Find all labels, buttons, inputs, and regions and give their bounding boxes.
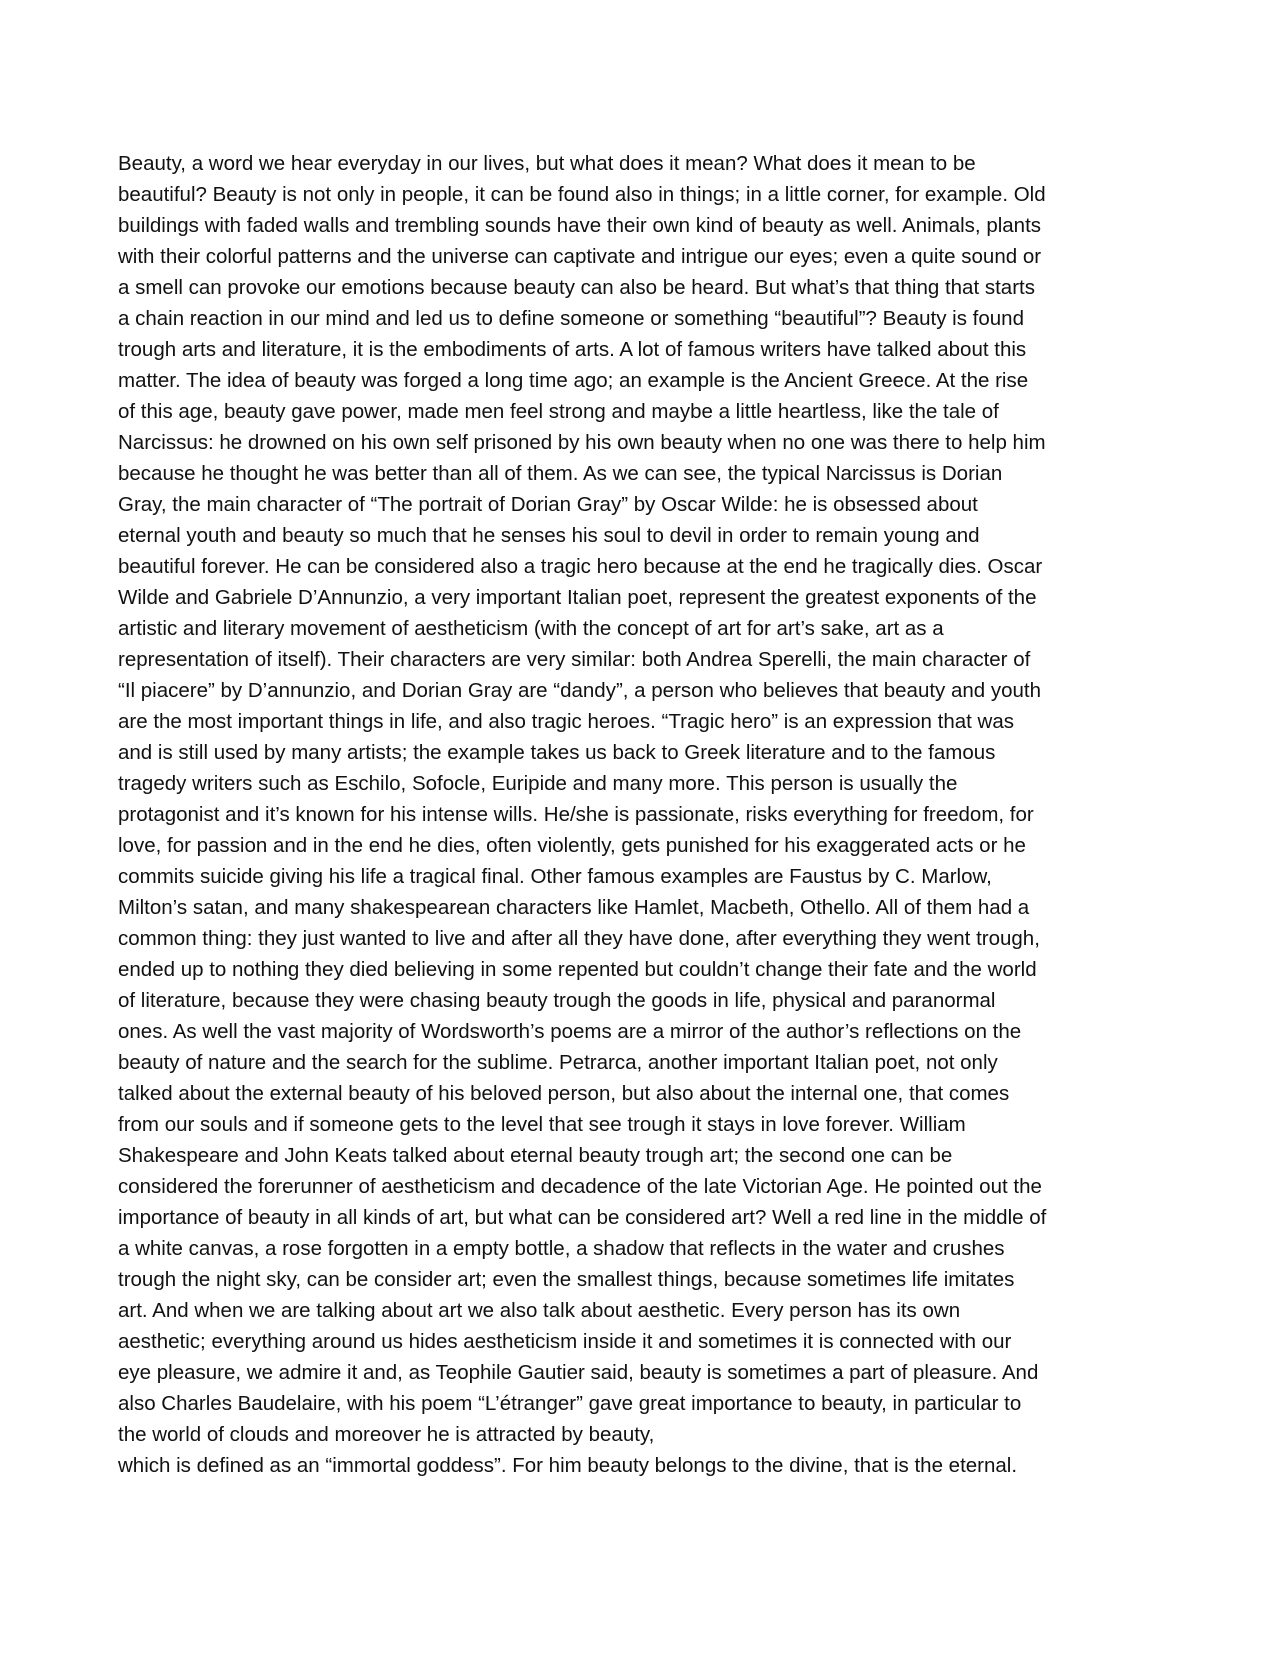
- text-line: commits suicide giving his life a tragical final. Other famous examples are Faustus by C. Marlow,: [118, 865, 992, 888]
- text-line: love, for passion and in the end he dies, often violently, gets punished for his exaggerated acts or he: [118, 834, 1026, 857]
- text-line: eternal youth and beauty so much that he senses his soul to devil in order to remain young and: [118, 524, 980, 547]
- text-line: because he thought he was better than all of them. As we can see, the typical Narcissus is Dorian: [118, 462, 1003, 485]
- text-line: Shakespeare and John Keats talked about eternal beauty trough art; the second one can be: [118, 1144, 953, 1167]
- text-line: of this age, beauty gave power, made men feel strong and maybe a little heartless, like the tale of: [118, 400, 999, 423]
- text-line: artistic and literary movement of aestheticism (with the concept of art for art’s sake, art as a: [118, 617, 944, 640]
- text-line: with their colorful patterns and the universe can captivate and intrigue our eyes; even a quite sound or: [118, 245, 1042, 268]
- text-line: eye pleasure, we admire it and, as Teophile Gautier said, beauty is sometimes a part of pleasure. And: [118, 1361, 1039, 1384]
- text-line: also Charles Baudelaire, with his poem “L’étranger” gave great importance to beauty, in particular to: [118, 1392, 1022, 1415]
- text-line: which is defined as an “immortal goddess”. For him beauty belongs to the divine, that is the eternal.: [118, 1454, 1018, 1477]
- text-line: buildings with faded walls and trembling sounds have their own kind of beauty as well. Animals, plants: [118, 214, 1042, 237]
- text-line: beautiful? Beauty is not only in people, it can be found also in things; in a little corner, for example. Old: [118, 183, 1046, 206]
- text-line: a smell can provoke our emotions because beauty can also be heard. But what’s that thing that starts: [118, 276, 1035, 299]
- text-line: of literature, because they were chasing beauty trough the goods in life, physical and paranormal: [118, 989, 996, 1012]
- text-line: the world of clouds and moreover he is attracted by beauty,: [118, 1423, 655, 1446]
- text-line: matter. The idea of beauty was forged a long time ago; an example is the Ancient Greece. At the rise: [118, 369, 1029, 392]
- text-line: importance of beauty in all kinds of art, but what can be considered art? Well a red line in the middle of: [118, 1206, 1047, 1229]
- text-line: Milton’s satan, and many shakespearean characters like Hamlet, Macbeth, Othello. All of them had a: [118, 896, 1030, 919]
- text-line: Gray, the main character of “The portrait of Dorian Gray” by Oscar Wilde: he is obsessed about: [118, 493, 978, 516]
- text-line: considered the forerunner of aestheticism and decadence of the late Victorian Age. He pointed out the: [118, 1175, 1042, 1198]
- text-line: Wilde and Gabriele D’Annunzio, a very important Italian poet, represent the greatest exponents of the: [118, 586, 1037, 609]
- text-line: Beauty, a word we hear everyday in our lives, but what does it mean? What does it mean to be: [118, 152, 976, 175]
- text-line: representation of itself). Their characters are very similar: both Andrea Sperelli, the main character of: [118, 648, 1031, 671]
- text-line: are the most important things in life, and also tragic heroes. “Tragic hero” is an expression that was: [118, 710, 1014, 733]
- text-line: a chain reaction in our mind and led us to define someone or something “beautiful”? Beauty is found: [118, 307, 1024, 330]
- text-line: ones. As well the vast majority of Wordsworth’s poems are a mirror of the author’s reflections on the: [118, 1020, 1022, 1043]
- essay-text: [118, 148, 1198, 1481]
- text-line: from our souls and if someone gets to the level that see trough it stays in love forever. William: [118, 1113, 966, 1136]
- text-line: talked about the external beauty of his beloved person, but also about the internal one, that comes: [118, 1082, 1010, 1105]
- text-line: a white canvas, a rose forgotten in a empty bottle, a shadow that reflects in the water and crushes: [118, 1237, 1005, 1260]
- text-line: ended up to nothing they died believing in some repented but couldn’t change their fate and the world: [118, 958, 1037, 981]
- text-line: protagonist and it’s known for his intense wills. He/she is passionate, risks everything for freedom, for: [118, 803, 1034, 826]
- text-line: and is still used by many artists; the example takes us back to Greek literature and to the famous: [118, 741, 996, 764]
- text-line: beauty of nature and the search for the sublime. Petrarca, another important Italian poet, not only: [118, 1051, 998, 1074]
- text-line: tragedy writers such as Eschilo, Sofocle, Euripide and many more. This person is usually the: [118, 772, 958, 795]
- text-line: art. And when we are talking about art we also talk about aesthetic. Every person has its own: [118, 1299, 961, 1322]
- text-line: beautiful forever. He can be considered also a tragic hero because at the end he tragically dies. Oscar: [118, 555, 1043, 578]
- text-line: Narcissus: he drowned on his own self prisoned by his own beauty when no one was there to help him: [118, 431, 1046, 454]
- text-line: “Il piacere” by D’annunzio, and Dorian Gray are “dandy”, a person who believes that beauty and youth: [118, 679, 1042, 702]
- text-line: common thing: they just wanted to live and after all they have done, after everything they went trough,: [118, 927, 1040, 950]
- text-line: trough the night sky, can be consider art; even the smallest things, because sometimes life imitates: [118, 1268, 1015, 1291]
- text-line: aesthetic; everything around us hides aestheticism inside it and sometimes it is connected with our: [118, 1330, 1012, 1353]
- text-line: trough arts and literature, it is the embodiments of arts. A lot of famous writers have talked about this: [118, 338, 1027, 361]
